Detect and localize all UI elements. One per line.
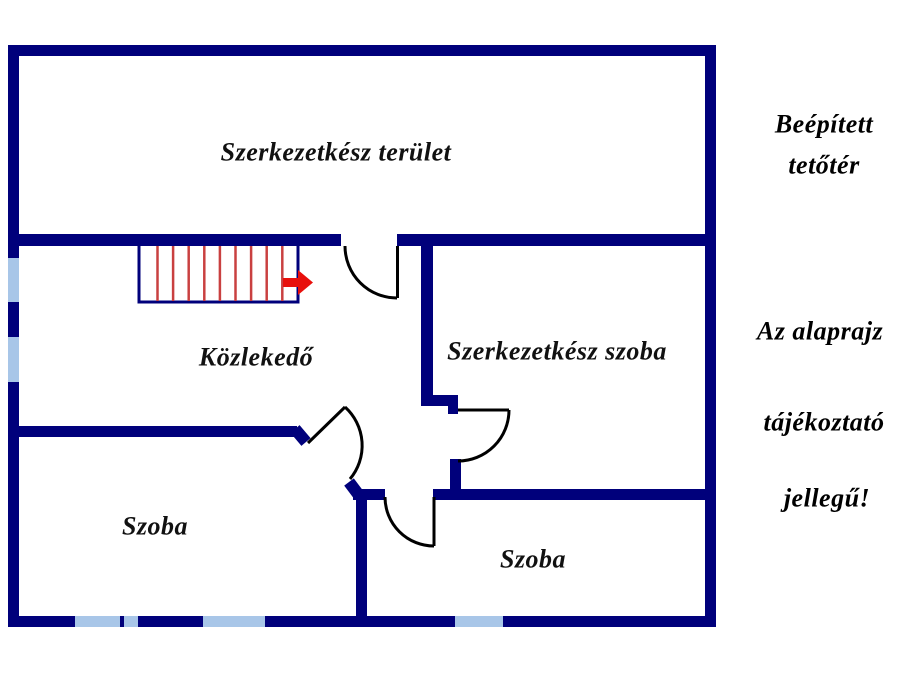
window-bottom-4 <box>455 616 503 627</box>
staircase-treads <box>158 246 283 301</box>
staircase <box>139 245 298 302</box>
wall-step-vertical <box>448 400 458 414</box>
wall-hall-diagonal-end <box>295 429 306 442</box>
door-hall-left-arc <box>345 407 362 479</box>
wall-mid-left <box>8 234 341 246</box>
side-note-line3: jellegű! <box>783 483 871 513</box>
wall-lower-right-divider <box>433 489 716 500</box>
doors <box>308 246 509 546</box>
room-label-structural-room: Szerkezetkész szoba <box>447 336 667 366</box>
staircase-outline <box>139 245 298 302</box>
wall-rooms-divider <box>356 497 367 627</box>
door-hall-left-leaf <box>308 407 345 443</box>
room-label-hall: Közlekedő <box>198 342 314 372</box>
door-room-right-arc <box>385 497 434 546</box>
side-note-line2: tájékoztató <box>763 407 885 437</box>
window-bottom-2 <box>124 616 138 627</box>
wall-mid-right <box>397 234 716 246</box>
wall-outer-top <box>8 45 716 56</box>
room-label-attic: Szerkezetkész terület <box>220 137 452 167</box>
door-top-arc <box>345 246 397 298</box>
wall-outer-left <box>8 45 19 627</box>
window-bottom-3 <box>203 616 265 627</box>
room-label-room-right: Szoba <box>499 544 567 574</box>
window-left-upper <box>8 258 19 302</box>
wall-hall-room-divider <box>421 246 433 398</box>
window-left-lower <box>8 337 19 382</box>
wall-hall-bottom <box>8 426 297 437</box>
window-bottom-1 <box>75 616 120 627</box>
wall-stub-diagonal-end <box>349 482 358 494</box>
side-note-header-line2: tetőtér <box>788 150 860 180</box>
side-note-header-line1: Beépített <box>774 109 874 139</box>
wall-outer-right <box>705 45 716 627</box>
side-note-line1: Az alaprajz <box>756 316 884 346</box>
stairs-direction-arrow-icon <box>283 270 313 295</box>
room-label-room-left: Szoba <box>121 511 189 541</box>
arrow-shaft <box>283 278 298 287</box>
door-structural-room-arc <box>458 410 509 461</box>
arrow-head <box>298 270 313 295</box>
